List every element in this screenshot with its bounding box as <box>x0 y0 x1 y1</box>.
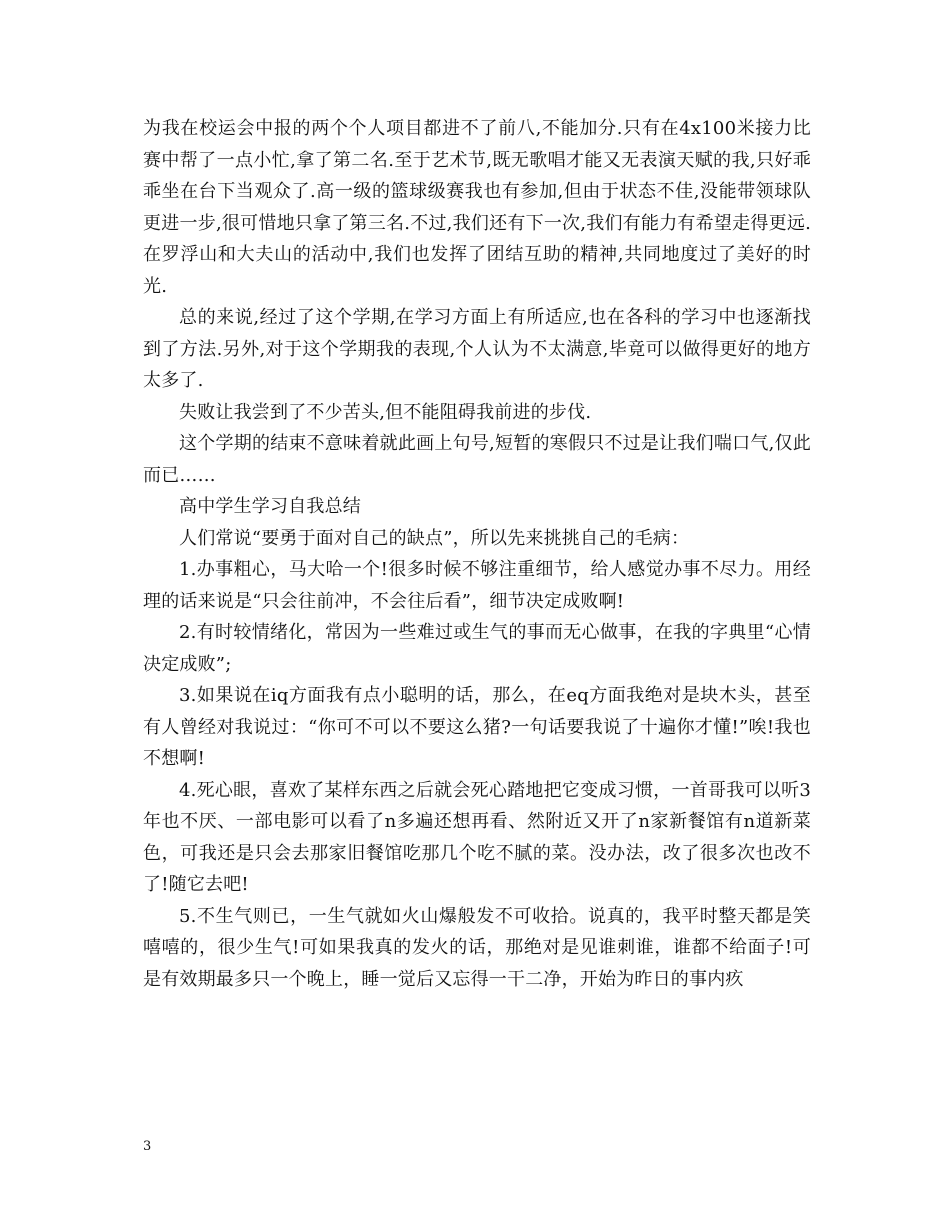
list-item-2: 2.有时较情绪化，常因为一些难过或生气的事而无心做事，在我的字典里“心情决定成败”; <box>143 622 811 675</box>
paragraph-failure: 失败让我尝到了不少苦头,但不能阻碍我前进的步伐. <box>179 401 592 423</box>
list-item-1: 1.办事粗心，马大哈一个!很多时候不够注重细节，给人感觉办事不尽力。用经理的话来说是“只会往前冲，不会往后看”，细节决定成败啊! <box>143 559 811 612</box>
paragraph-continuation: 为我在校运会中报的两个个人项目都进不了前八,不能加分.只有在4x100米接力比赛中帮了一点小忙,拿了第二名.至于艺术节,既无歌唱才能又无表演天赋的我,只好乖乖坐在台下当观众了.高一级的篮球级赛我也有参加,但由于状态不佳,没能带领球队更进一步,很可惜地只拿了第三名.不过,我们还有下一次,我们有能力有希望走得更远.在罗浮山和大夫山的活动中,我们也发挥了团结互助的精神,共同地度过了美好的时光. <box>143 118 811 297</box>
list-item-3: 3.如果说在iq方面我有点小聪明的话，那么，在eq方面我绝对是块木头，甚至有人曾经对我说过：“你可不可以不要这么猪?一句话要我说了十遍你才懂!”唉!我也不想啊! <box>143 685 811 769</box>
document-body <box>143 113 811 995</box>
paragraph-summary: 总的来说,经过了这个学期,在学习方面上有所适应,也在各科的学习中也逐渐找到了方法.另外,对于这个学期我的表现,个人认为不太满意,毕竟可以做得更好的地方太多了. <box>143 307 811 391</box>
paragraph-term-end: 这个学期的结束不意味着就此画上句号,短暂的寒假只不过是让我们喘口气,仅此而已…… <box>143 433 811 486</box>
page-number: 3 <box>143 1139 152 1154</box>
paragraph-intro: 人们常说“要勇于面对自己的缺点”，所以先来挑挑自己的毛病： <box>179 527 690 549</box>
list-item-4: 4.死心眼，喜欢了某样东西之后就会死心踏地把它变成习惯，一首哥我可以听3年也不厌、一部电影可以看了n多遍还想再看、然附近又开了n家新餐馆有n道新菜色，可我还是只会去那家旧餐馆吃那几个吃不腻的菜。没办法，改了很多次也改不了!随它去吧! <box>143 779 811 895</box>
section-title: 高中学生学习自我总结 <box>179 496 361 517</box>
list-item-5: 5.不生气则已，一生气就如火山爆般发不可收拾。说真的，我平时整天都是笑嘻嘻的，很少生气!可如果我真的发火的话，那绝对是见谁刺谁，谁都不给面子!可是有效期最多只一个晚上，睡一觉后又忘得一干二净，开始为昨日的事内疚 <box>143 905 811 990</box>
